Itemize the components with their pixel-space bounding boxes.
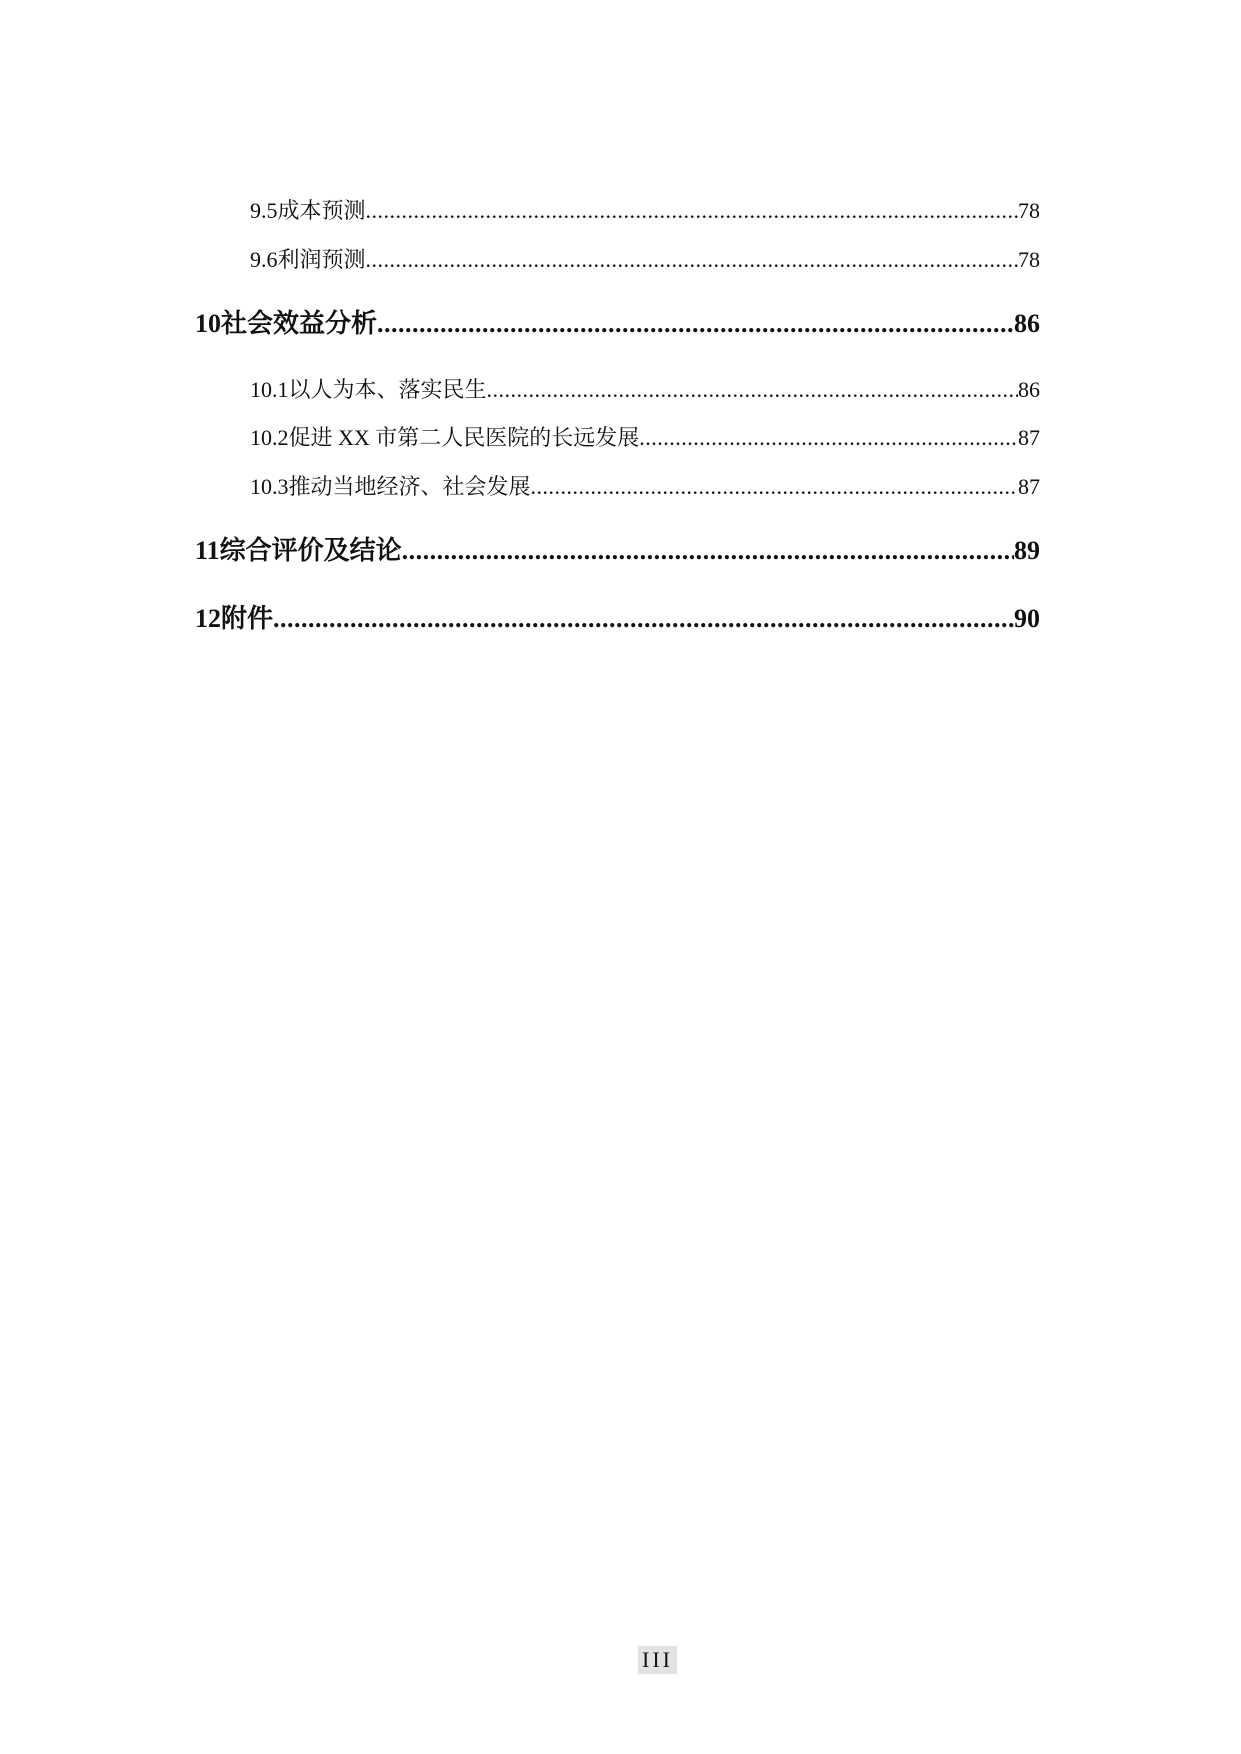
- dot-leader: [377, 309, 1014, 339]
- toc-entry-number: 10.3: [250, 474, 289, 499]
- toc-entry-title: 促进 XX 市第二人民医院的长远发展: [288, 425, 640, 450]
- dot-leader: [531, 474, 1018, 500]
- toc-entry-10-1[interactable]: [250, 373, 1040, 404]
- toc-entry-number: 9.6: [250, 247, 278, 272]
- toc-entry-page: 90: [1014, 604, 1040, 633]
- toc-entry-page: 87: [1018, 425, 1040, 450]
- toc-entry-12[interactable]: [195, 598, 1040, 635]
- toc-entry-page: 86: [1018, 377, 1040, 402]
- dot-leader: [487, 377, 1018, 403]
- toc-entry-number: 10.2: [250, 425, 289, 450]
- toc-entry-10[interactable]: [195, 303, 1040, 340]
- toc-entry-title: 以人为本、落实民生: [288, 377, 487, 402]
- toc-entry-title: 社会效益分析: [221, 309, 378, 338]
- toc-entry-9-6[interactable]: [250, 243, 1040, 274]
- toc-entry-page: 78: [1018, 198, 1040, 223]
- toc-entry-number: 10.1: [250, 377, 289, 402]
- toc-entry-title: 成本预测: [277, 198, 366, 223]
- toc-entry-number: 10: [195, 309, 221, 338]
- toc-entry-11[interactable]: [195, 530, 1040, 567]
- toc-entry-page: 87: [1018, 474, 1040, 499]
- dot-leader: [639, 425, 1018, 451]
- toc-entry-title: 附件: [221, 604, 274, 633]
- toc-entry-number: 11: [195, 536, 220, 565]
- toc-entry-page: 89: [1014, 536, 1040, 565]
- toc-entry-title: 综合评价及结论: [219, 536, 402, 565]
- dot-leader: [402, 536, 1014, 566]
- page-number-footer: III: [638, 1646, 677, 1674]
- dot-leader: [366, 247, 1018, 273]
- toc-entry-number: 12: [195, 604, 221, 633]
- table-of-contents: [0, 0, 1241, 700]
- toc-entry-title: 推动当地经济、社会发展: [288, 474, 531, 499]
- dot-leader: [366, 198, 1018, 224]
- dot-leader: [273, 604, 1014, 634]
- toc-entry-10-2[interactable]: [250, 421, 1040, 452]
- toc-entry-page: 86: [1014, 309, 1040, 338]
- toc-entry-9-5[interactable]: [250, 194, 1040, 225]
- toc-entry-title: 利润预测: [277, 247, 366, 272]
- toc-entry-number: 9.5: [250, 198, 278, 223]
- toc-entry-page: 78: [1018, 247, 1040, 272]
- toc-entry-10-3[interactable]: [250, 470, 1040, 501]
